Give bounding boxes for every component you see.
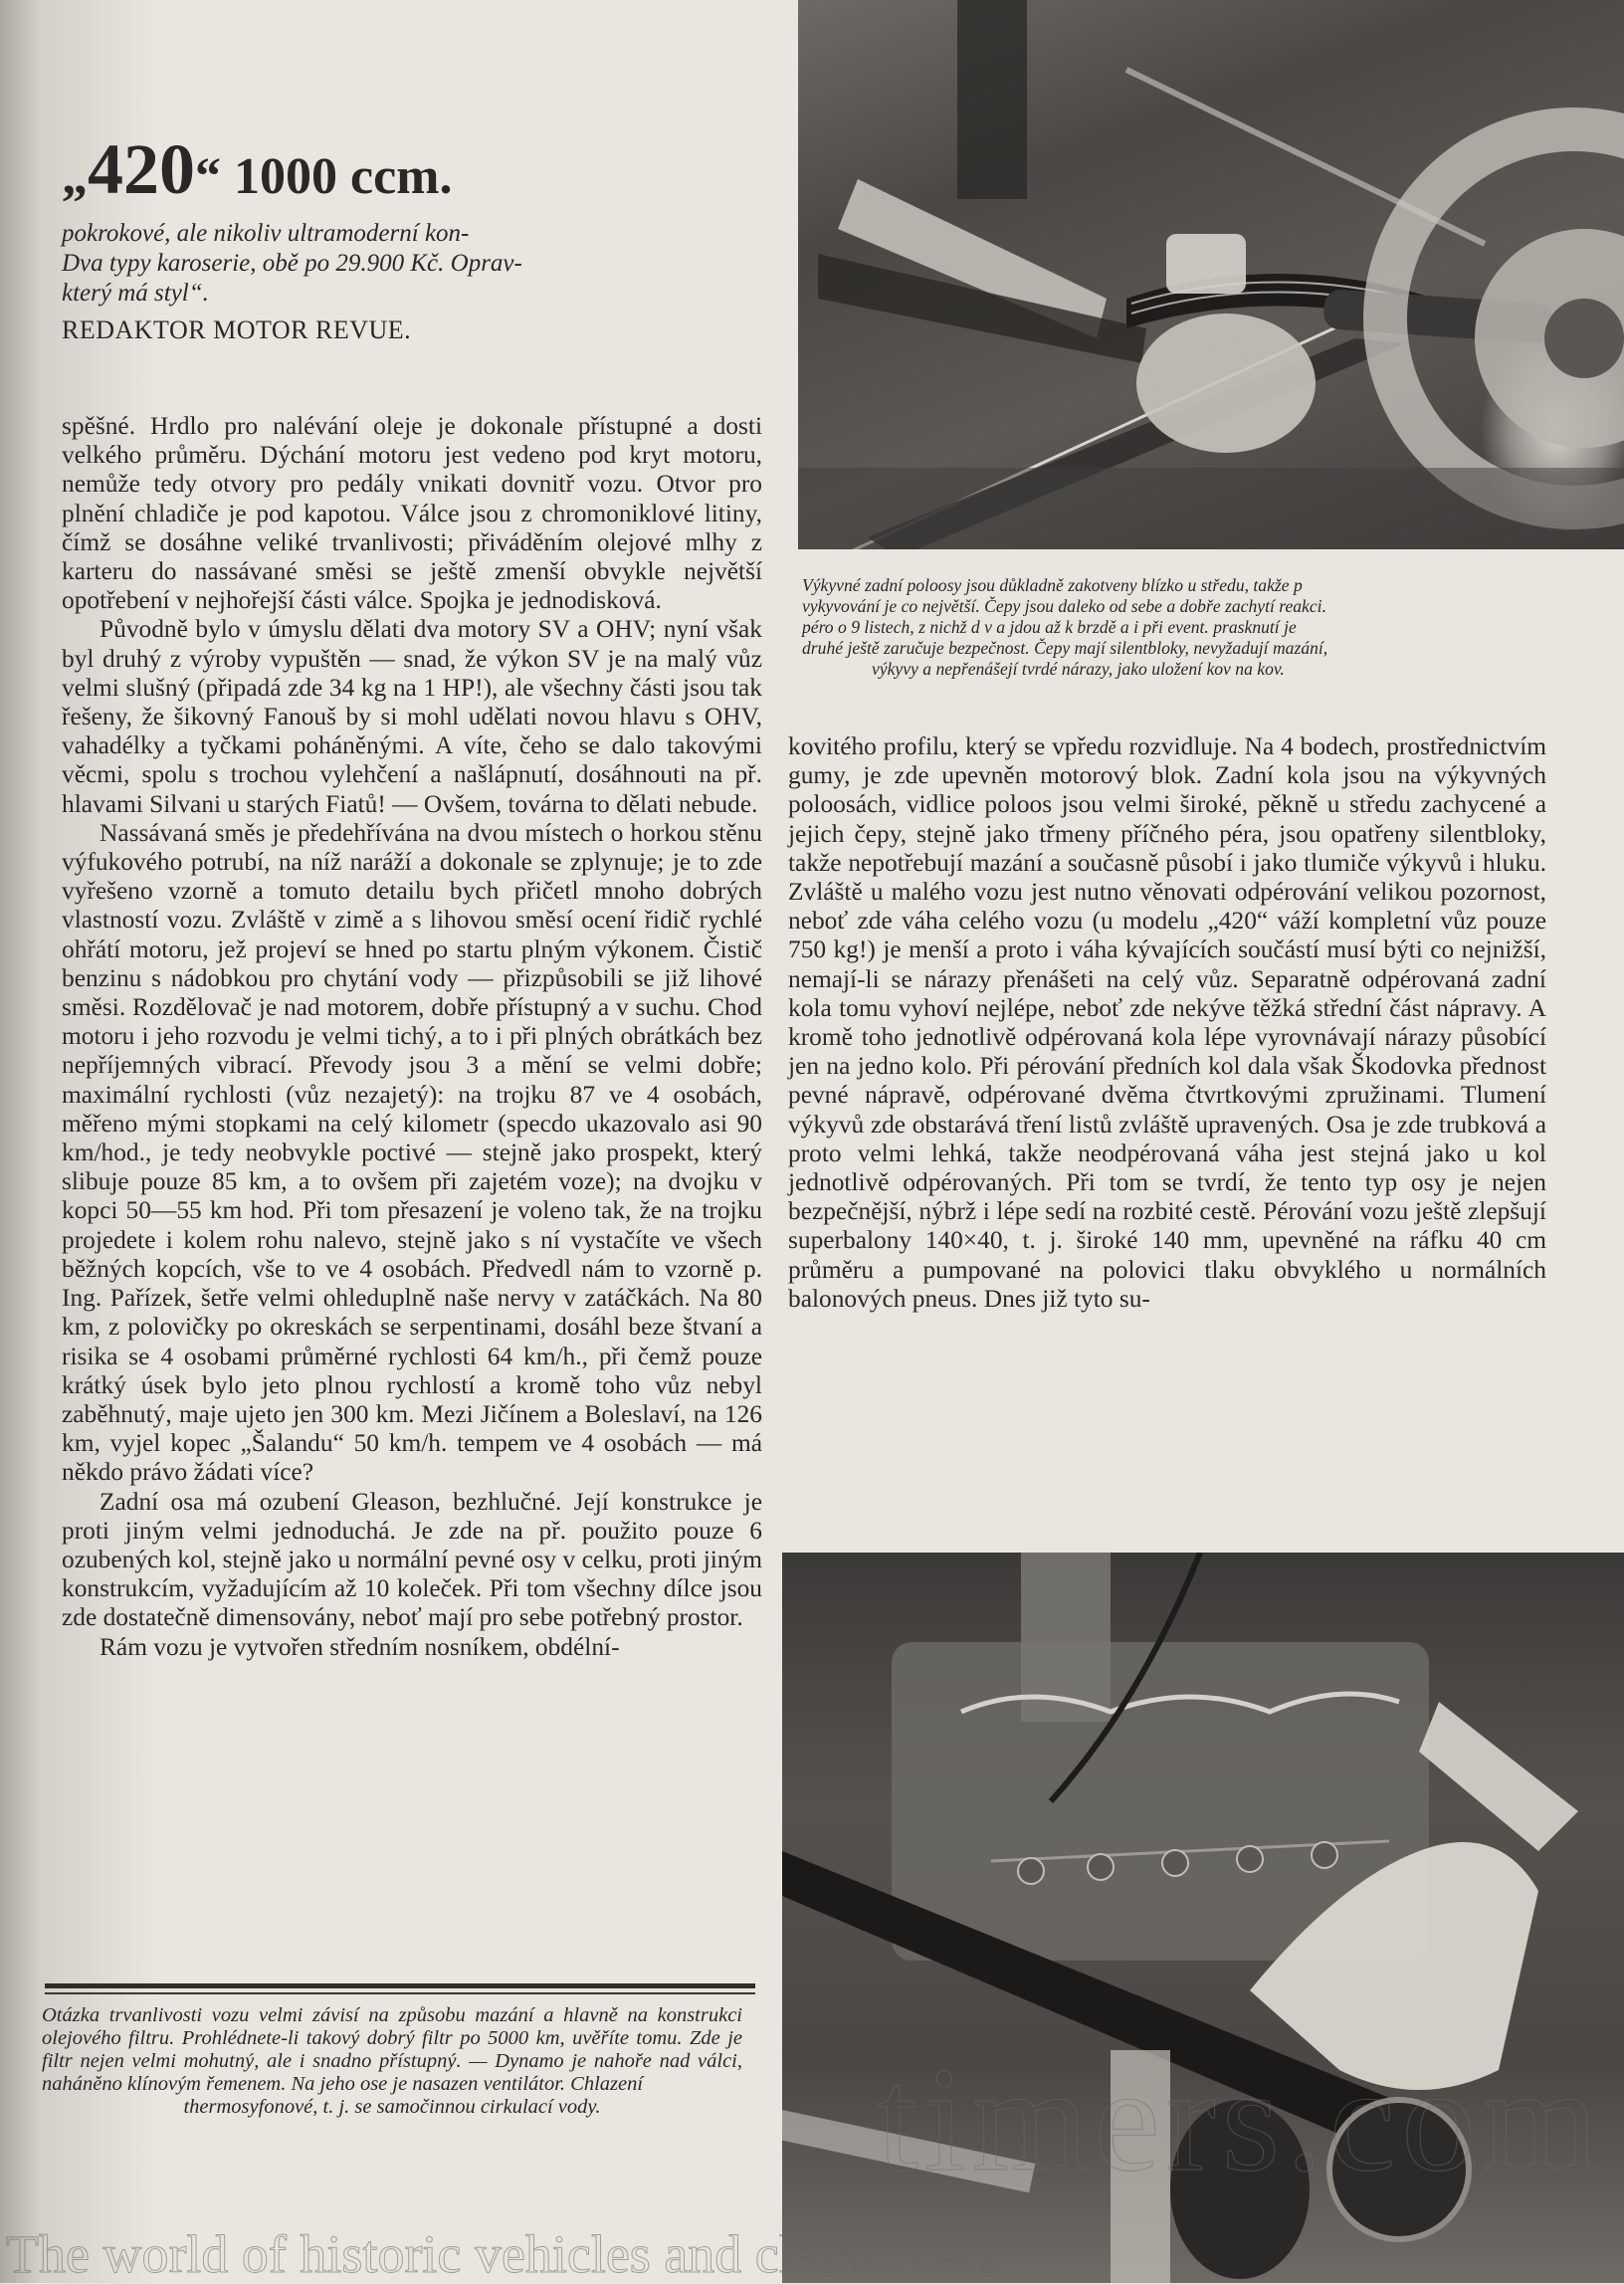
watermark-tagline: The world of historic vehicles and classic cars bbox=[6, 2224, 999, 2284]
left-column-body bbox=[62, 412, 762, 1662]
paragraph: Původně bylo v úmyslu dělati dva motory SV a OHV; nyní však byl druhý z výroby vypuštěn — snad, že výkon SV je na malý vůz velmi slušný (připadá zde 34 kg na 1 HP!), ale všechny části jsou tak řešeny, že šikovný Fanouš by si mohl udělati novou hlavu s OHV, vahadélky a tyčkami poháněnými. A víte, čeho se dalo takovými věcmi, spolu s trochou vylehčení a našlápnutí, dosáhnouti na př. hlavami Silvani u starých Fiatů! — Ovšem, továrna to dělati nebude. bbox=[62, 615, 762, 818]
photo-rear-suspension bbox=[798, 0, 1624, 549]
title-model-number: 420 bbox=[88, 129, 195, 209]
rear-suspension-illustration bbox=[798, 0, 1624, 549]
subtitle-line: pokrokové, ale nikoliv ultramoderní kon- bbox=[62, 220, 470, 247]
footnote-text: Otázka trvanlivosti vozu velmi závisí na způsobu mazání a hlavně na konstrukci olejového filtru. Prohlédnete-li takový dobrý filtr po 5000 km, uvěříte tomu. Zde je filtr nejen velmi mohutný, ale i snadno přístupný. — Dynamo je nahoře nad válci, naháněno klínovým řemenem. Na jeho ose je nasazen ventilátor. Chlazení bbox=[42, 2004, 742, 2095]
caption-line: péro o 9 listech, z nichž d v a jdou až k brzdě a i při event. prasknutí je bbox=[802, 617, 1297, 637]
caption-last-line: výkyvy a nepřenášejí tvrdé nárazy, jako uložení kov na kov. bbox=[872, 659, 1285, 679]
watermark-site-name: timers.com bbox=[877, 2037, 1604, 2202]
article-title bbox=[62, 129, 453, 209]
paragraph: Zadní osa má ozubení Gleason, bezhlučné. Její konstrukce je proti jiným velmi jednoduchá. Je zde na př. použito pouze 6 ozubených kol, stejně jako u normální pevné osy v celku, proti jiným konstrukcím, vyžadujícím až 10 koleček. Při tom všechny dílce jsou zde dostatečně dimensovány, neboť mají pro sebe potřebný prostor. bbox=[62, 1487, 762, 1632]
paragraph: spěšné. Hrdlo pro nalévání oleje je dokonale přístupné a dosti velkého průměru. Dýchání motoru jest vedeno pod kryt motoru, nemůže tedy otvory pro pedály vnikati dovnitř vozu. Otvor pro plnění chladiče je pod kapotou. Válce jsou z chromoniklové litiny, čímž se dosáhne veliké trvanlivosti; přiváděním olejové mlhy z karteru do nassávané směsi se ještě zmenší obvykle největší opotřebení v nejhořejší části válce. Spojka je jednodisková. bbox=[62, 412, 762, 615]
footnote-last-line: thermosyfonové, t. j. se samočinnou cirkulací vody. bbox=[183, 2096, 601, 2118]
footnote-divider-thin bbox=[45, 1992, 755, 1994]
subtitle-line: který má styl“. bbox=[62, 280, 209, 307]
caption-line: druhé ještě zaručuje bezpečnost. Čepy mají silentbloky, nevyžadují mazání, bbox=[802, 638, 1328, 658]
photo-top-caption bbox=[802, 575, 1624, 680]
caption-line: vykyvování je co největší. Čepy jsou daleko od sebe a dobře zachytí reakci. bbox=[802, 596, 1326, 616]
paragraph: Rám vozu je vytvořen středním nosníkem, obdélní- bbox=[100, 1632, 620, 1661]
paragraph: Nassávaná směs je předehřívána na dvou místech o horkou stěnu výfukového potrubí, na níž naráží a dokonale se zplynuje; je to zde vyřešeno vzorně a tomuto detailu bych přičetl mnoho dobrých vlastností vozu. Zvláště v zimě a s lihovou směsí ocení řidič rychlé ohřátí motoru, jež projeví se hned po startu plným výkonem. Čistič benzinu s nádobkou pro chytání vody — přizpůsobili se již lihové směsi. Rozdělovač je nad motorem, dobře přístupný a v suchu. Chod motoru i jeho rozvodu je velmi tichý, a to i při plných obrátkách bez nepříjemných vibrací. Převody jsou 3 a mění se velmi dobře; maximální rychlosti (vůz nezajetý): na trojku 87 ve 4 osobách, měřeno mými stopkami na celý kilometr (specdo ukazovalo asi 90 km/hod., je tedy neobvykle poctivé — stejně jako prospekt, který slibuje pouze 85 km, a to ovšem při zajetém voze); na dvojku v kopci 50—55 km hod. Při tom přesazení je voleno tak, že na trojku projedete i kolem rohu nalevo, stejně jako s ní vystačíte ve všech běžných kopcích, vše to ve 4 osobách. Předvedl nám to vzorně p. Ing. Pařízek, šetře velmi ohleduplně naše nervy v zatáčkách. Na 80 km, z polovičky po okreskách se serpentinami, dosáhl beze štvaní a risika se 4 osobami průměrné rychlosti 64 km/h., při čemž pouze krátký úsek bylo jeto plnou rychlostí a kromě toho vůz nebyl zaběhnutý, maje ujeto jen 300 km. Mezi Jičínem a Boleslaví, na 126 km, vyjel kopec „Šalandu“ 50 km/h. tempem ve 4 osobách — má někdo právo žádati více? bbox=[62, 818, 762, 1487]
paragraph: kovitého profilu, který se vpředu rozvidluje. Na 4 bodech, prostřednictvím gumy, je zde upevněn motorový blok. Zadní kola jsou na výkyvných poloosách, vidlice poloos jsou velmi široké, pěkně u středu zachycené a jejich čepy, stejně jako třmeny příčného péra, jsou opatřeny silentbloky, takže nepotřebují mazání a současně působí i jako tlumiče výkyvů i hluku. Zvláště u malého vozu jest nutno věnovati odpérování velikou pozornost, neboť zde váha celého vozu (u modelu „420“ váží kompletní vůz pouze 750 kg!) je menší a proto i váha kývajících součástí musí býti co nejnižší, nemají-li se nárazy přenášeti na celý vůz. Separatně odpérovaná zadní kola tomu vyhoví nejlépe, neboť zde nekýve těžká střední část nápravy. A kromě toho jednotlivě odpérovaná kola lépe vyrovnávají nárazy působící jen na jedno kolo. Při pérování předních kol dala však Škodovka přednost pevné nápravě, odpérované dvěma čtvrtkovými zpružinami. Tlumení výkyvů zde obstarává tření listů zvláště upravených. Osa je zde trubková a proto velmi lehká, takže neodpérovaná váha jest stejná jako u kol jednotlivě odpérovaných. Při tom se tvrdí, že tento typ osy je nejen bezpečnější, nýbrž i lépe sedí na rozbité cestě. Pérování vozu ještě zlepšují superbalony 140×40, t. j. široké 140 mm, upevněné na ráfku 40 cm průměru a pumpované na polovici tlaku obvyklého u normálních balonových pneus. Dnes již tyto su- bbox=[788, 732, 1546, 1313]
title-displacement: 1000 ccm. bbox=[221, 148, 453, 205]
title-quote-close: “ bbox=[195, 148, 221, 205]
caption-line: Výkyvné zadní poloosy jsou důkladně zakotveny blízko u středu, takže p bbox=[802, 575, 1303, 595]
footnote-divider-thick bbox=[45, 1983, 755, 1988]
article-author: REDAKTOR MOTOR REVUE. bbox=[62, 315, 412, 344]
subtitle-line: Dva typy karoserie, obě po 29.900 Kč. Oprav- bbox=[62, 250, 522, 277]
right-column-body bbox=[788, 732, 1546, 1314]
title-quote-open: „ bbox=[62, 148, 88, 205]
article-subtitle bbox=[62, 219, 619, 309]
